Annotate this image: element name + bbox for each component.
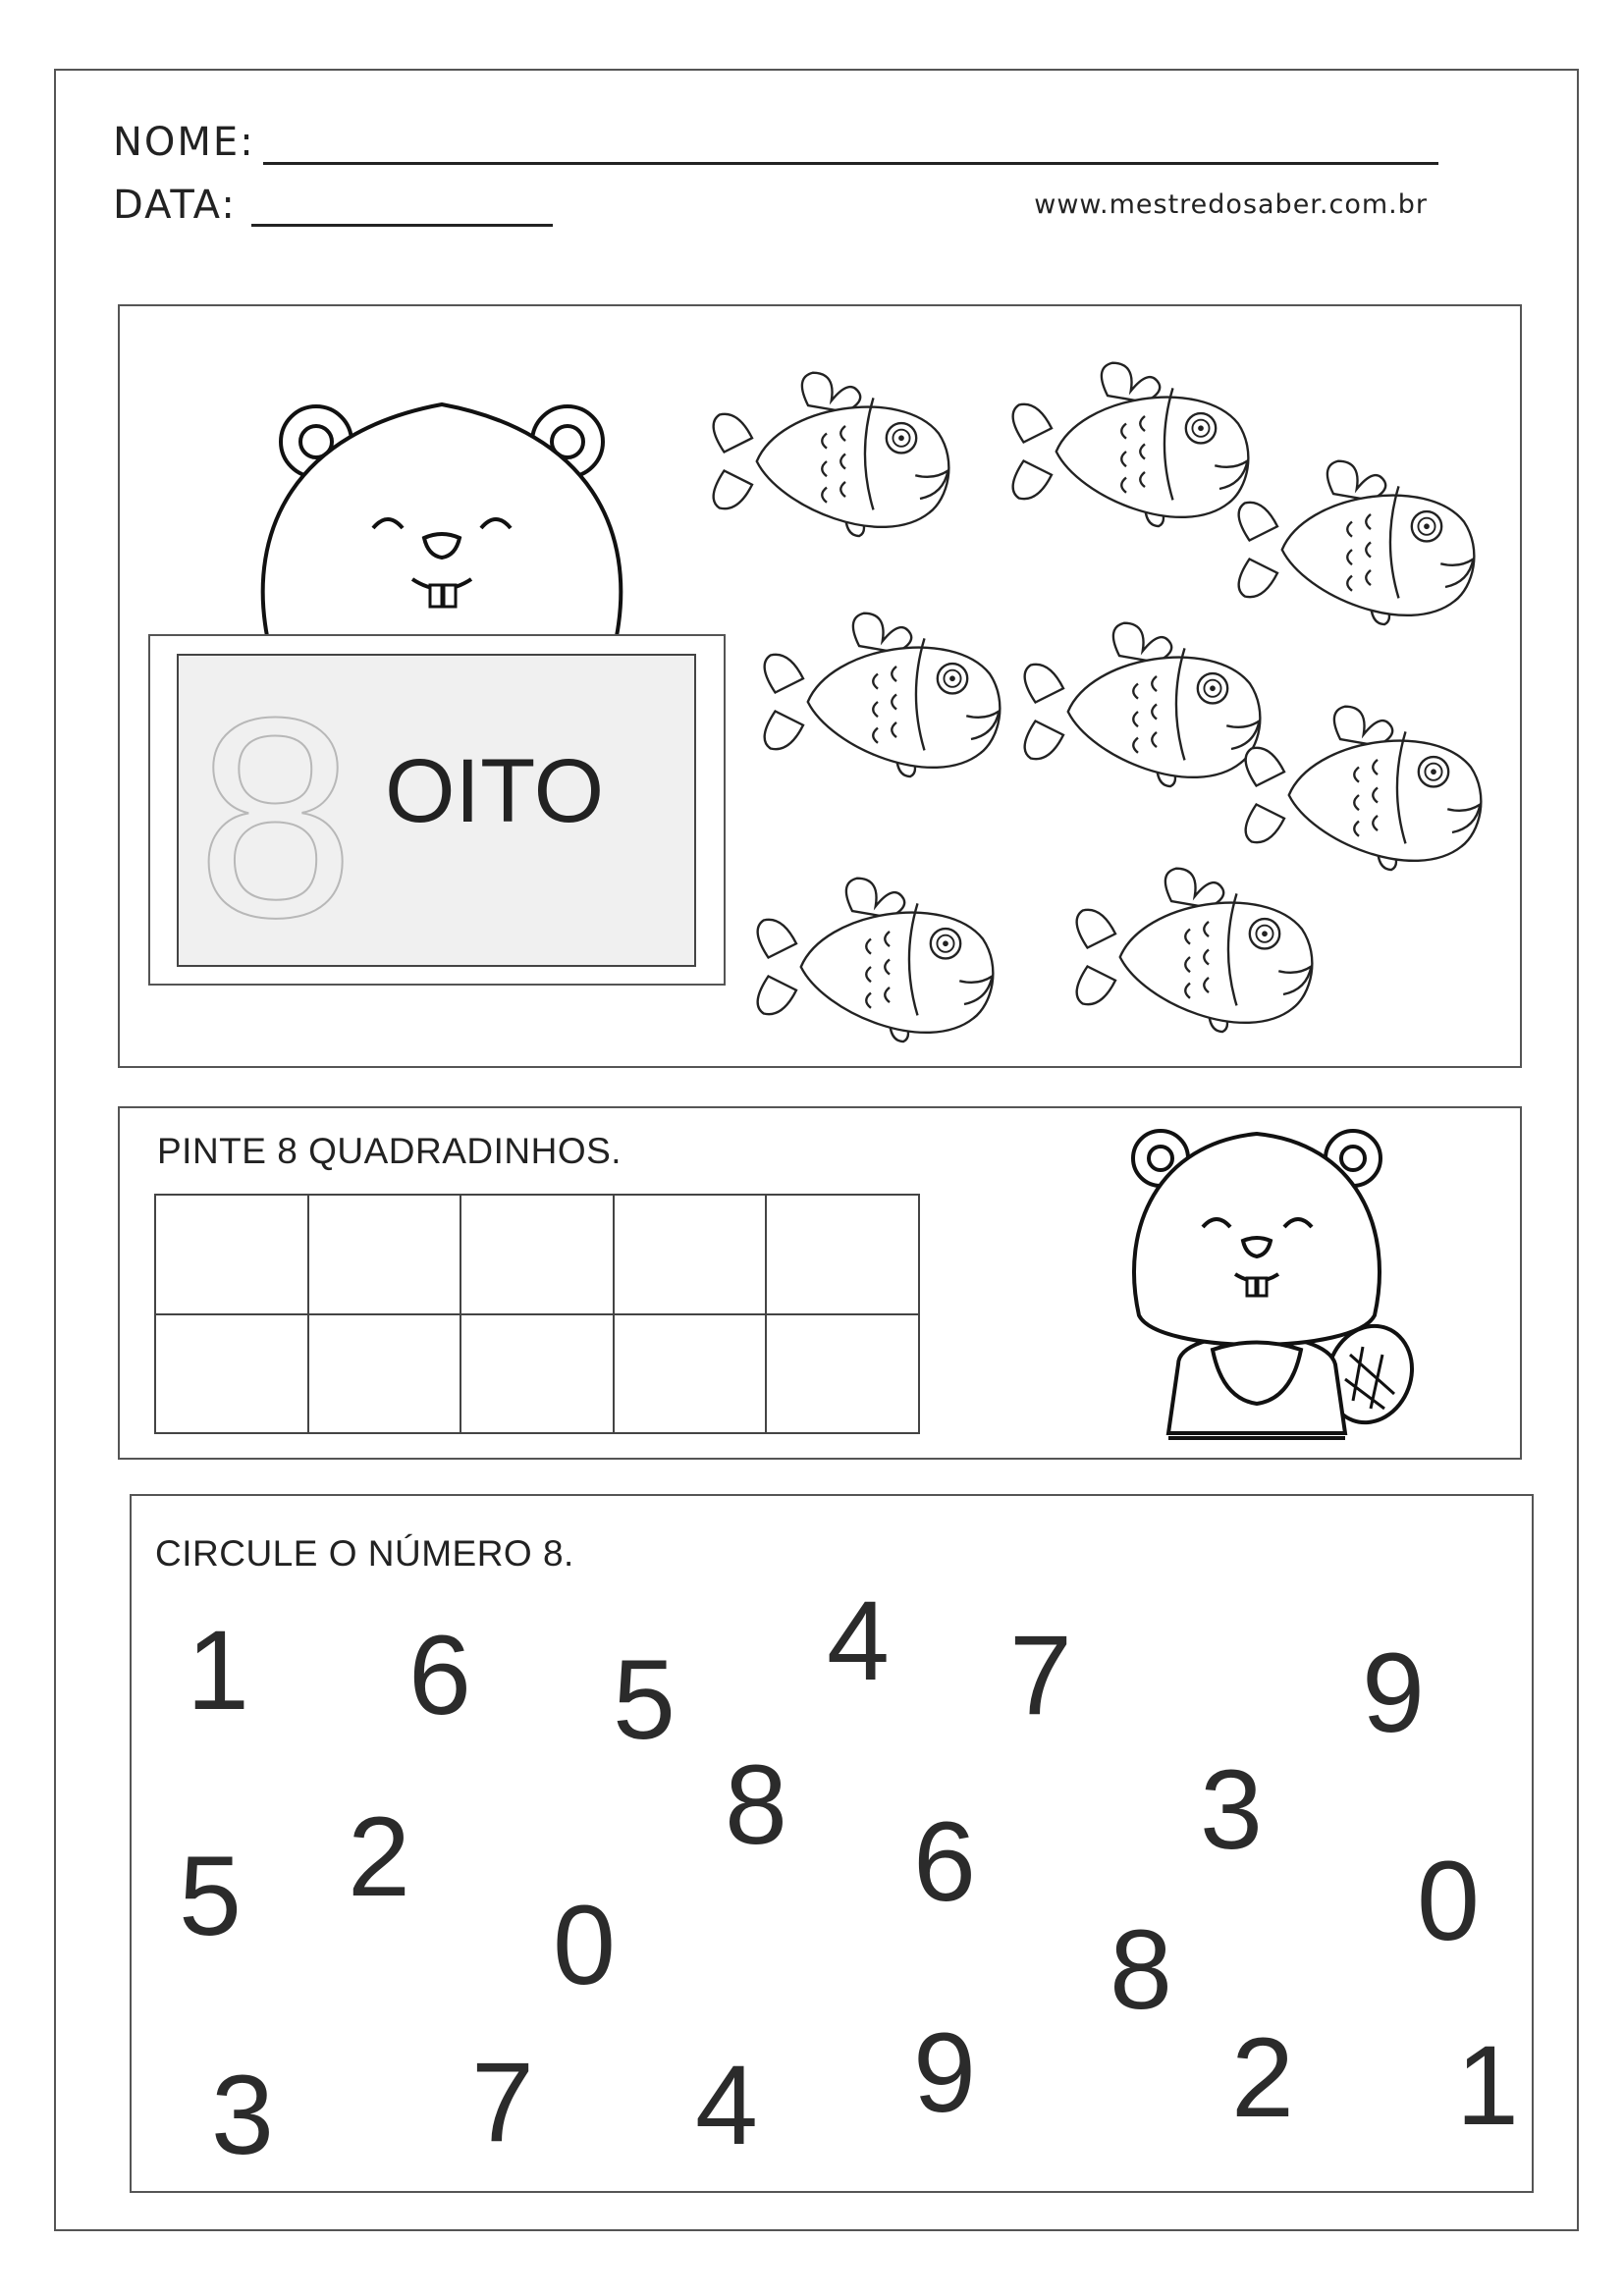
grid-square[interactable] [308,1314,461,1434]
date-label: DATA: [113,183,237,228]
number-option[interactable]: 2 [348,1794,410,1920]
number-option[interactable]: 4 [695,2043,758,2168]
beaver-icon [1110,1119,1443,1443]
number-option[interactable]: 0 [1417,1839,1480,1964]
grid-square[interactable] [155,1314,308,1434]
grid-square[interactable] [308,1195,461,1314]
number-option[interactable]: 5 [179,1834,242,1959]
grid-square[interactable] [766,1314,919,1434]
fish-icon [1025,623,1261,786]
circle-instruction: CIRCULE O NÚMERO 8. [155,1533,574,1574]
number-option[interactable]: 3 [211,2053,274,2178]
number-option[interactable]: 6 [408,1613,471,1738]
fish-group [697,353,1522,1060]
fish-icon [1246,707,1482,870]
fish-icon [1013,363,1249,526]
number-option[interactable]: 9 [913,2010,976,2136]
squares-grid [154,1194,920,1434]
number-option[interactable]: 3 [1200,1747,1263,1873]
number-option[interactable]: 9 [1362,1630,1425,1756]
paint-instruction: PINTE 8 QUADRADINHOS. [157,1131,623,1171]
number-option[interactable]: 1 [187,1608,249,1734]
grid-square[interactable] [766,1195,919,1314]
name-line [263,162,1438,165]
number-option[interactable]: 7 [1009,1613,1072,1738]
website-url: www.mestredosaber.com.br [1034,189,1428,220]
fish-icon [765,614,1001,776]
number-option[interactable]: 4 [827,1578,890,1704]
outlined-digit: 8 [196,659,355,977]
fish-icon [714,373,949,536]
beaver-head-icon [255,393,628,648]
number-option[interactable]: 1 [1456,2023,1519,2149]
date-line [251,224,553,227]
number-option[interactable]: 8 [1110,1907,1172,2033]
grid-square[interactable] [460,1195,614,1314]
number-option[interactable]: 0 [553,1883,616,2008]
number-option[interactable]: 5 [613,1637,676,1763]
fish-icon [1239,461,1475,624]
number-word: OITO [385,741,605,841]
name-label: NOME: [113,120,255,165]
number-option[interactable]: 8 [725,1742,787,1868]
number-option[interactable]: 2 [1231,2015,1294,2141]
grid-square[interactable] [614,1314,767,1434]
number-option[interactable]: 7 [471,2040,534,2165]
grid-square[interactable] [155,1195,308,1314]
fish-icon [758,879,994,1041]
number-option[interactable]: 6 [913,1799,976,1925]
grid-square[interactable] [460,1314,614,1434]
grid-square[interactable] [614,1195,767,1314]
fish-icon [1077,869,1313,1032]
